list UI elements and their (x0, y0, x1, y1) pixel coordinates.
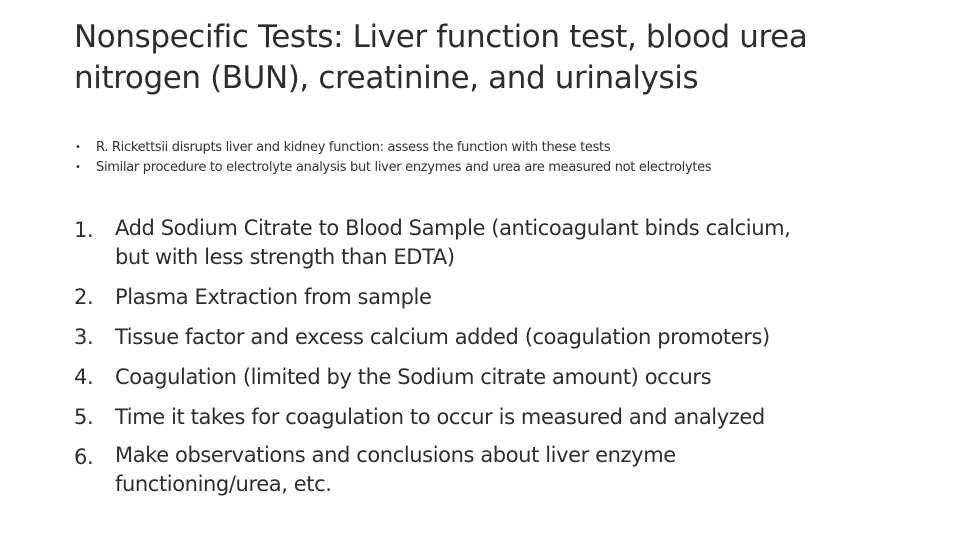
bullet-text: R. Rickettsii disrupts liver and kidney function: assess the function with these tests (96, 140, 611, 155)
step-item (74, 401, 934, 433)
bullet-list (74, 138, 934, 178)
procedure-steps (74, 214, 934, 507)
step-text: Add Sodium Citrate to Blood Sample (anticoagulant binds calcium, but with less strength than EDTA) (115, 216, 791, 269)
step-number: 2. (74, 285, 94, 309)
step-text: Time it takes for coagulation to occur is measured and analyzed (115, 405, 765, 429)
bullet-dot-icon: • (75, 142, 81, 153)
step-text: Make observations and conclusions about liver enzyme functioning/urea, etc. (115, 443, 676, 496)
step-item (74, 361, 934, 393)
step-item (74, 321, 934, 353)
bullet-item (74, 138, 934, 158)
slide-title: Nonspecific Tests: Liver function test, blood urea nitrogen (BUN), creatinine, and urinalysis (74, 19, 808, 96)
step-number: 6. (74, 445, 94, 469)
step-text: Coagulation (limited by the Sodium citrate amount) occurs (115, 365, 712, 389)
bullet-item (74, 158, 934, 178)
step-text: Tissue factor and excess calcium added (coagulation promoters) (115, 325, 770, 349)
step-number: 3. (74, 325, 94, 349)
bullet-dot-icon: • (75, 162, 81, 173)
step-text: Plasma Extraction from sample (115, 285, 432, 309)
step-item (74, 441, 934, 499)
step-item (74, 281, 934, 313)
bullet-text: Similar procedure to electrolyte analysis but liver enzymes and urea are measured not electrolytes (96, 160, 712, 175)
step-number: 5. (74, 405, 94, 429)
step-item (74, 214, 934, 272)
step-number: 4. (74, 365, 94, 389)
step-number: 1. (74, 218, 94, 242)
